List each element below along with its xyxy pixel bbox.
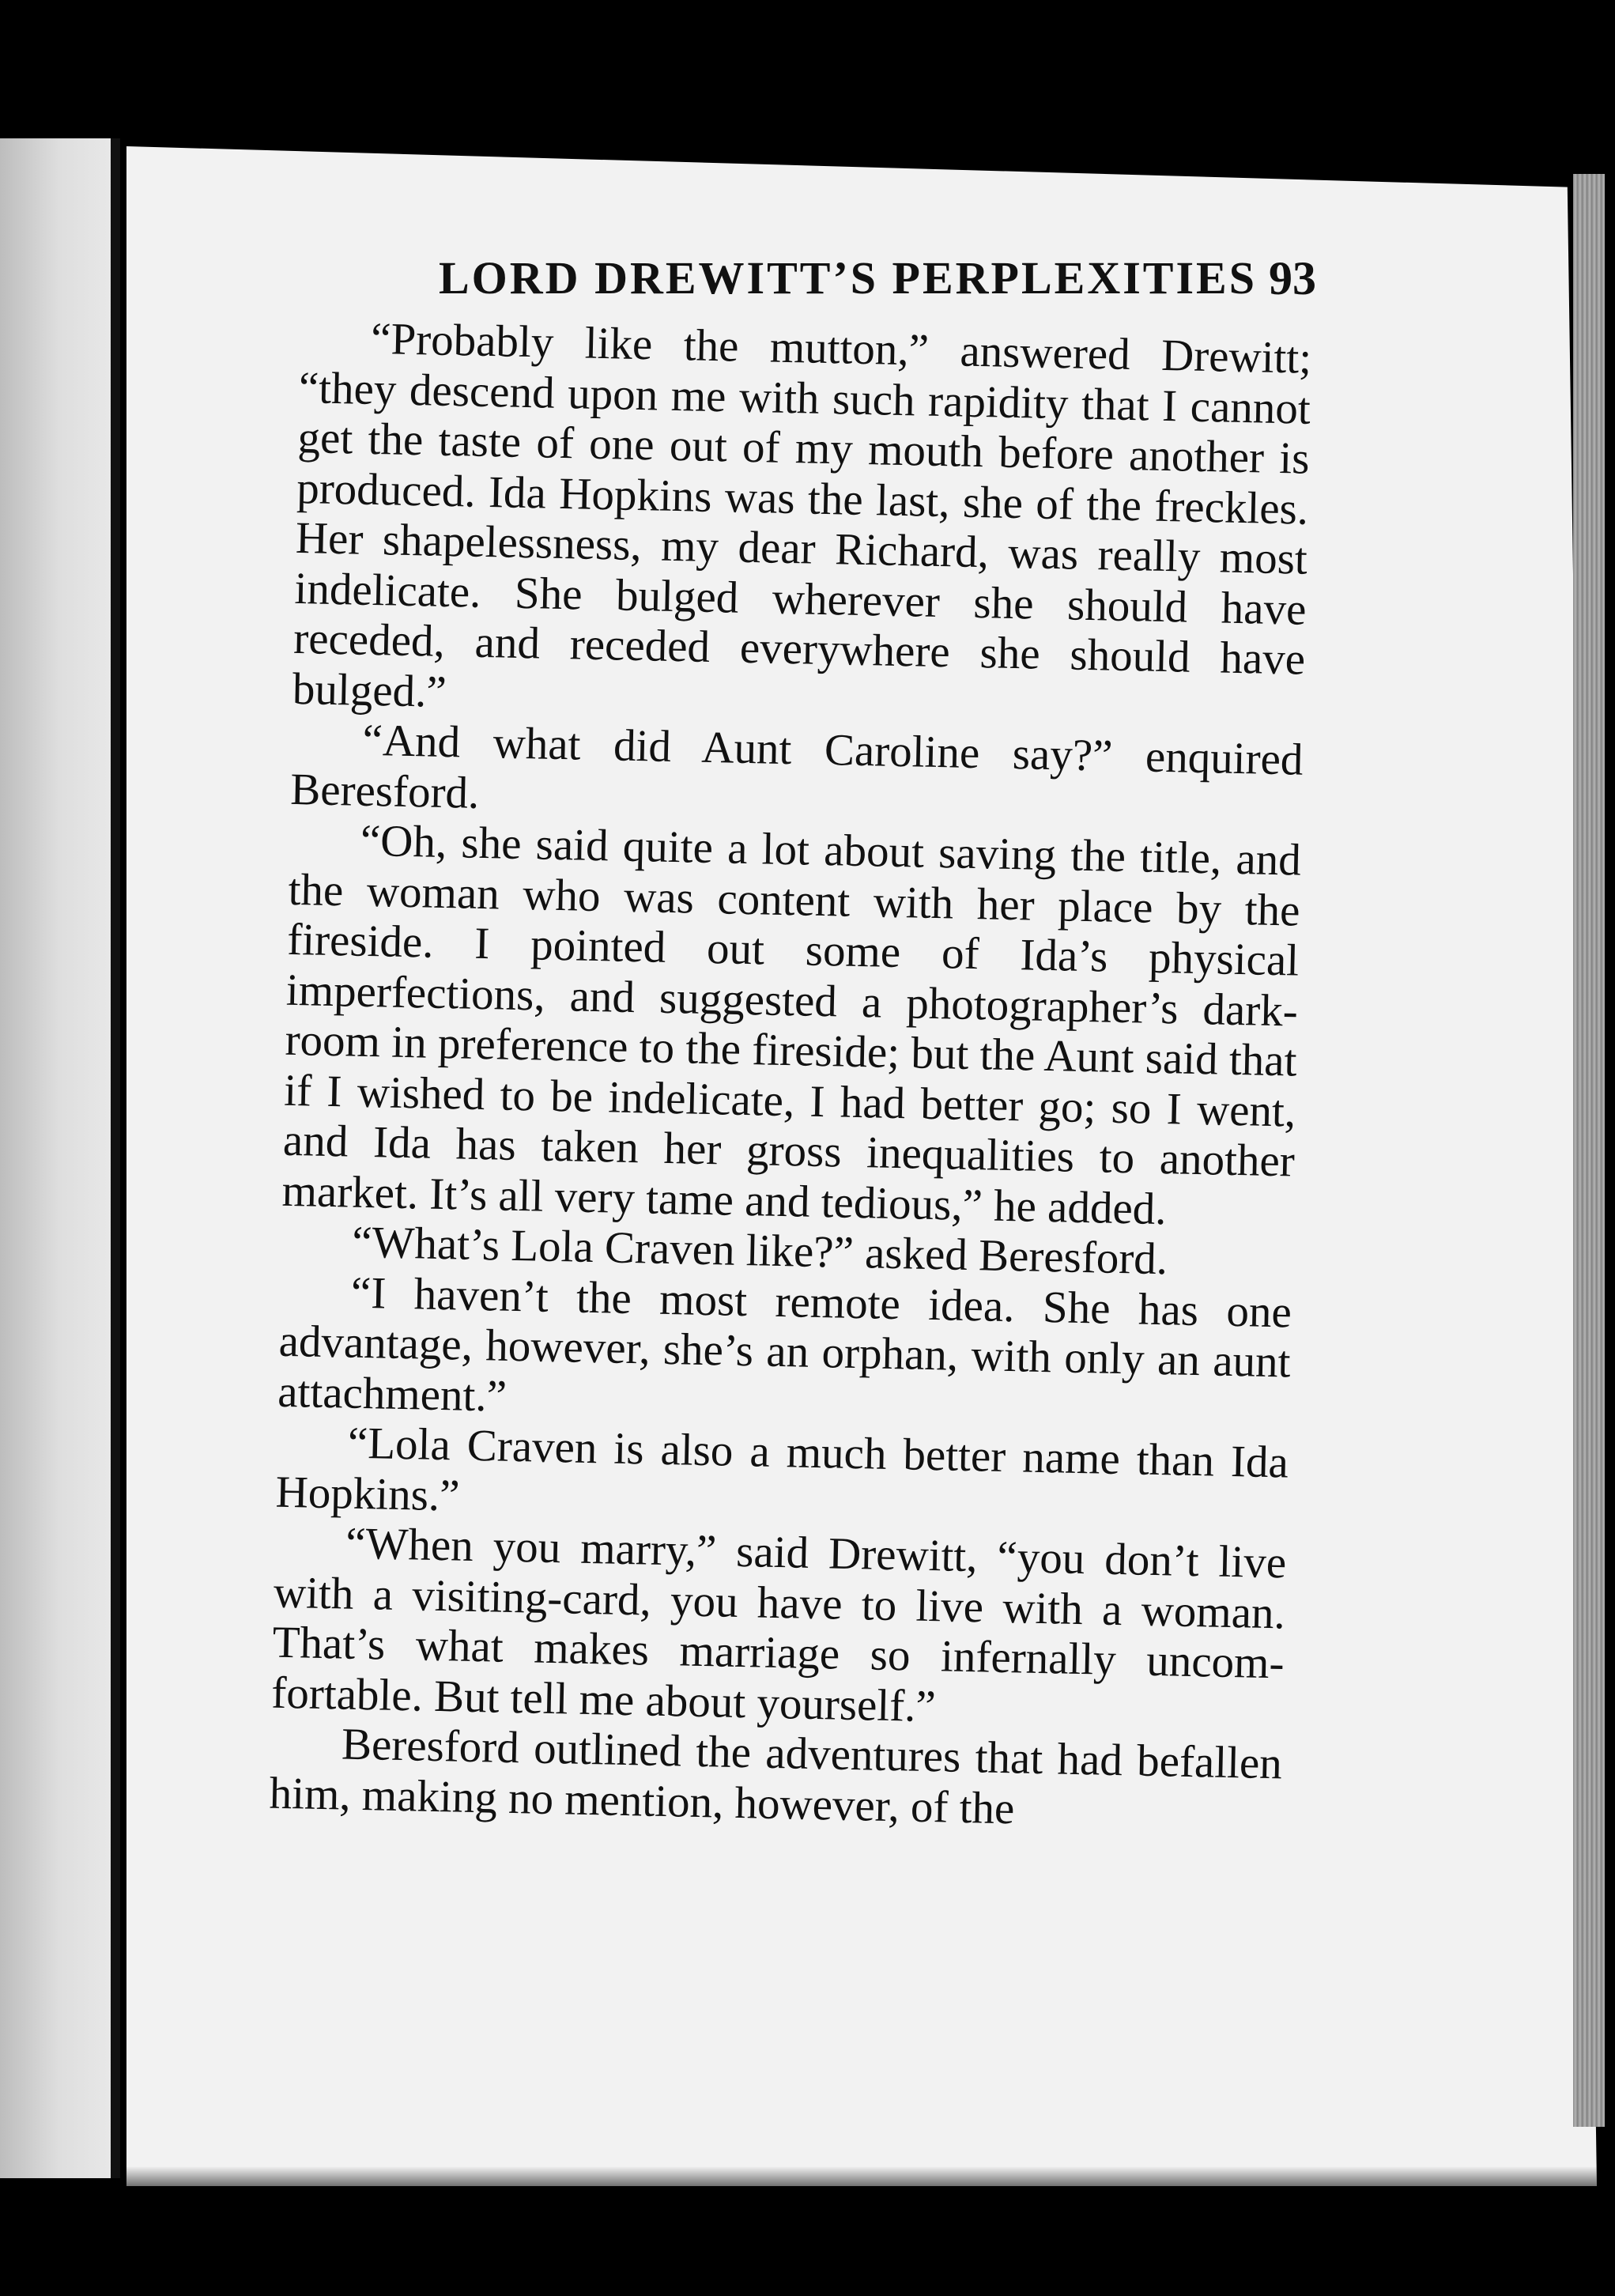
paragraph: “And what did Aunt Caroline say?” enquired Beresford. [289, 715, 1304, 818]
running-head-title: LORD DREWITT’S PERPLEXITIES [439, 252, 1257, 304]
paragraph: Beresford outlined the adventures that had befallen him, making no mention, however, of the [269, 1719, 1283, 1833]
page-bottom-shadow [126, 2166, 1597, 2198]
paragraph: “Oh, she said quite a lot about saving the title, and the woman who was content with her place by the fireside. I pointed out some of Ida’s physical imperfections, and suggested a photographer’s dark-room in preference to the fireside; but the Aunt said that if I wished to be indelicate, I had better go; so I went, and Ida has taken her gross inequalities to another market. It’s all very tame and tedious,” he added. [281, 815, 1302, 1234]
paragraph: “Probably like the mutton,” answered Drewitt; “they descend upon me with such rapidity that I cannot get the taste of one out of my mouth before another is produced. Ida Hopkins was the last, she of the freckles. Her shapelessness, my dear Richard, was really most indelicate. She bulged wherever she should have receded, and receded everywhere she should have bulged.” [292, 313, 1312, 717]
body-text [269, 312, 1312, 1839]
gutter-shadow [111, 138, 120, 2178]
page-fore-edge [1573, 174, 1605, 2127]
paragraph: “Lola Craven is also a much better name than Ida Hopkins.” [275, 1418, 1289, 1521]
paragraph: “What’s Lola Craven like?” asked Beresford. [351, 1217, 1168, 1285]
paragraph: “I haven’t the most remote idea. She has one advantage, however, she’s an orphan, with only an aunt attachment.” [277, 1267, 1292, 1422]
paragraph: “When you marry,” said Drewitt, “you don’t live with a visiting-card, you have to live with a woman. That’s what makes marriage so infernally uncomfortable. But tell me about yourself.” [270, 1518, 1287, 1731]
facing-page-edge [0, 138, 119, 2178]
page-number: 93 [1269, 252, 1316, 304]
